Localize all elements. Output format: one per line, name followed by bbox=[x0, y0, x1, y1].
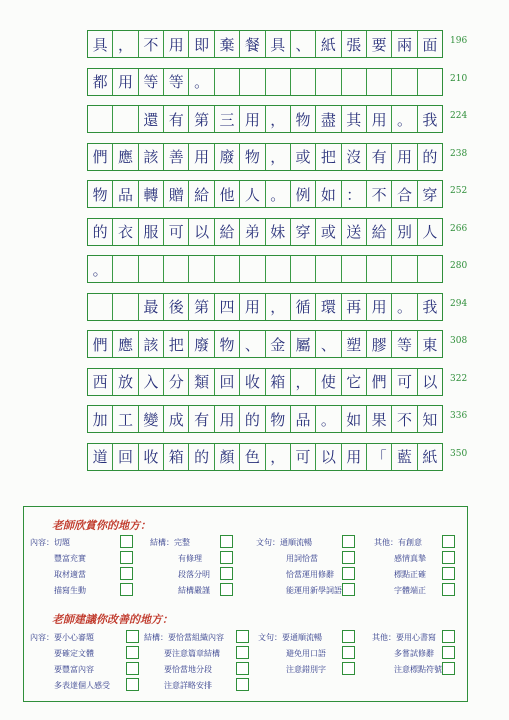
grid-cell: 後 bbox=[164, 294, 189, 320]
grid-cell: 他 bbox=[215, 181, 240, 207]
grid-row bbox=[87, 30, 443, 58]
grid-cell bbox=[266, 69, 291, 95]
grid-cell: 。 bbox=[392, 106, 417, 132]
comment-checkbox[interactable] bbox=[120, 567, 133, 580]
grid-row bbox=[87, 368, 443, 396]
grid-cell: 弟 bbox=[240, 219, 265, 245]
grid-cell: 廢 bbox=[189, 331, 214, 357]
grid-cell: 用 bbox=[392, 144, 417, 170]
grid-cell: 善 bbox=[164, 144, 189, 170]
grid-cell bbox=[291, 69, 316, 95]
grid-row bbox=[87, 443, 443, 471]
grid-cell: 應 bbox=[113, 144, 138, 170]
grid-cell: 人 bbox=[240, 181, 265, 207]
grid-cell: 金 bbox=[266, 331, 291, 357]
grid-cell: 們 bbox=[367, 369, 392, 395]
grid-row bbox=[87, 180, 443, 208]
grid-cell: 它 bbox=[342, 369, 367, 395]
grid-cell: 有 bbox=[164, 106, 189, 132]
grid-cell: 東 bbox=[422, 335, 438, 354]
comment-item-label: 其他：要用心書寫 bbox=[372, 633, 436, 642]
grid-cell bbox=[113, 294, 138, 320]
grid-cell: 具 bbox=[266, 31, 291, 57]
grid-cell bbox=[266, 256, 291, 282]
grid-cell: 以 bbox=[316, 444, 341, 470]
teacher-comment-box bbox=[23, 506, 468, 702]
grid-cell: 妹 bbox=[266, 219, 291, 245]
grid-cell bbox=[316, 256, 341, 282]
grid-cell: 藍 bbox=[392, 444, 417, 470]
grid-cell bbox=[215, 69, 240, 95]
comment-item-label: 要注意篇章結構 bbox=[164, 649, 220, 658]
comment-item-label: 要確定文體 bbox=[54, 649, 94, 658]
grid-cell bbox=[418, 256, 442, 282]
grid-row bbox=[87, 405, 443, 433]
comment-item-label: 描寫生動 bbox=[54, 586, 86, 595]
grid-cell: 用 bbox=[189, 144, 214, 170]
comment-checkbox[interactable] bbox=[342, 535, 355, 548]
row-character-count: 308 bbox=[450, 336, 468, 346]
grid-cell: 以 bbox=[422, 373, 438, 391]
grid-cell: 還 bbox=[139, 106, 164, 132]
comment-item-label: 要豐富內容 bbox=[54, 665, 94, 674]
grid-cell bbox=[291, 256, 316, 282]
comment-checkbox[interactable] bbox=[236, 646, 249, 659]
grid-cell: 屬 bbox=[291, 331, 316, 357]
comment-item-label: 用詞恰當 bbox=[286, 554, 318, 563]
grid-cell bbox=[113, 106, 138, 132]
grid-cell: 不 bbox=[139, 31, 164, 57]
grid-row bbox=[87, 330, 443, 358]
row-character-count: 224 bbox=[450, 111, 468, 121]
grid-row bbox=[87, 218, 443, 246]
comment-item-label: 注意錯別字 bbox=[286, 665, 326, 674]
row-character-count: 238 bbox=[450, 148, 468, 159]
grid-cell: 再 bbox=[342, 294, 367, 320]
comment-checkbox[interactable] bbox=[220, 551, 233, 564]
grid-cell: 分 bbox=[164, 369, 189, 395]
comment-checkbox[interactable] bbox=[342, 630, 355, 643]
grid-cell: 衣 bbox=[113, 219, 138, 245]
comment-checkbox[interactable] bbox=[236, 662, 249, 675]
grid-cell: 或 bbox=[291, 144, 316, 170]
grid-cell: 送 bbox=[342, 219, 367, 245]
grid-cell: 知 bbox=[422, 410, 438, 429]
comment-checkbox[interactable] bbox=[442, 567, 455, 580]
grid-row bbox=[87, 255, 443, 283]
grid-cell bbox=[367, 256, 392, 282]
grid-row bbox=[87, 293, 443, 321]
grid-row bbox=[87, 143, 443, 171]
grid-cell bbox=[215, 256, 240, 282]
grid-cell: 穿 bbox=[422, 185, 438, 204]
comment-checkbox[interactable] bbox=[342, 551, 355, 564]
grid-cell: 。 bbox=[316, 406, 341, 432]
grid-cell: ： bbox=[342, 181, 367, 207]
comment-item-label: 字體端正 bbox=[394, 586, 426, 595]
grid-cell: 們 bbox=[88, 331, 113, 357]
grid-cell bbox=[189, 256, 214, 282]
grid-cell: 等 bbox=[139, 69, 164, 95]
grid-cell bbox=[418, 69, 442, 95]
comment-checkbox[interactable] bbox=[120, 583, 133, 596]
grid-cell: 要 bbox=[367, 31, 392, 57]
grid-cell: 有 bbox=[367, 144, 392, 170]
comment-checkbox[interactable] bbox=[442, 535, 455, 548]
comment-checkbox[interactable] bbox=[342, 583, 355, 596]
grid-cell: 的 bbox=[422, 148, 438, 166]
grid-cell: 變 bbox=[139, 406, 164, 432]
grid-cell: 用 bbox=[240, 106, 265, 132]
grid-cell: 環 bbox=[316, 294, 341, 320]
comment-checkbox[interactable] bbox=[220, 535, 233, 548]
grid-cell bbox=[392, 256, 417, 282]
comment-item-label: 注意詳略安排 bbox=[164, 681, 212, 690]
grid-cell: 給 bbox=[215, 219, 240, 245]
grid-cell: 、 bbox=[240, 331, 265, 357]
grid-row bbox=[87, 105, 443, 133]
grid-cell: 如 bbox=[316, 181, 341, 207]
grid-cell bbox=[164, 256, 189, 282]
comment-checkbox[interactable] bbox=[236, 678, 249, 691]
grid-cell: 收 bbox=[139, 444, 164, 470]
row-character-count: 336 bbox=[450, 411, 468, 421]
grid-cell: 膠 bbox=[367, 331, 392, 357]
comment-item-label: 文句：通順流暢 bbox=[256, 538, 312, 547]
grid-cell: 轉 bbox=[139, 181, 164, 207]
grid-cell: 用 bbox=[215, 406, 240, 432]
grid-cell bbox=[392, 69, 417, 95]
grid-cell: 們 bbox=[88, 144, 113, 170]
grid-cell: 。 bbox=[189, 69, 214, 95]
grid-cell: ， bbox=[266, 144, 291, 170]
comment-checkbox[interactable] bbox=[442, 662, 455, 675]
comment-item-label: 感情真摯 bbox=[394, 554, 426, 563]
row-character-count: 210 bbox=[450, 73, 468, 84]
comment-checkbox[interactable] bbox=[442, 551, 455, 564]
grid-cell: 給 bbox=[367, 219, 392, 245]
grid-cell: 合 bbox=[392, 181, 417, 207]
grid-cell: 或 bbox=[316, 219, 341, 245]
grid-cell: 物 bbox=[291, 106, 316, 132]
comment-item-label: 段落分明 bbox=[178, 570, 210, 579]
grid-cell bbox=[113, 256, 138, 282]
grid-cell bbox=[88, 106, 113, 132]
grid-cell: 我 bbox=[422, 110, 438, 129]
grid-cell: 該 bbox=[139, 144, 164, 170]
grid-cell: ， bbox=[266, 106, 291, 132]
comment-item-label: 取材適當 bbox=[54, 570, 86, 579]
grid-cell: 有 bbox=[189, 406, 214, 432]
comment-item-label: 注意標點符號 bbox=[394, 665, 442, 674]
comment-item-label: 其他：有創意 bbox=[374, 538, 422, 547]
grid-cell bbox=[342, 69, 367, 95]
grid-cell: 回 bbox=[113, 444, 138, 470]
comment-checkbox[interactable] bbox=[442, 630, 455, 643]
grid-cell: 都 bbox=[88, 69, 113, 95]
comment-item-label: 避免用口語 bbox=[286, 649, 326, 658]
grid-cell: 第 bbox=[189, 106, 214, 132]
grid-cell: 把 bbox=[316, 144, 341, 170]
grid-cell: ， bbox=[291, 369, 316, 395]
grid-cell: 回 bbox=[215, 369, 240, 395]
grid-cell: 贈 bbox=[164, 181, 189, 207]
comment-item-label: 豐富充實 bbox=[54, 554, 86, 563]
comment-item-label: 內容：要小心審題 bbox=[30, 633, 94, 642]
grid-cell: 用 bbox=[367, 294, 392, 320]
grid-cell: 沒 bbox=[342, 144, 367, 170]
row-character-count: 294 bbox=[450, 298, 468, 309]
grid-cell: 我 bbox=[422, 298, 438, 316]
grid-cell: 類 bbox=[189, 369, 214, 395]
row-character-count: 280 bbox=[450, 261, 468, 271]
grid-cell: 別 bbox=[392, 219, 417, 245]
grid-cell bbox=[342, 256, 367, 282]
grid-cell bbox=[316, 69, 341, 95]
grid-cell: 如 bbox=[342, 406, 367, 432]
grid-cell: 可 bbox=[291, 444, 316, 470]
row-character-count: 322 bbox=[450, 373, 468, 384]
grid-cell: 三 bbox=[215, 106, 240, 132]
comment-checkbox[interactable] bbox=[236, 630, 249, 643]
grid-cell: 色 bbox=[240, 444, 265, 470]
grid-cell: 物 bbox=[215, 331, 240, 357]
grid-cell: 兩 bbox=[392, 31, 417, 57]
row-character-count: 350 bbox=[450, 448, 468, 459]
comment-item-label: 要恰當地分段 bbox=[164, 665, 212, 674]
grid-cell: 。 bbox=[392, 294, 417, 320]
grid-cell: ， bbox=[266, 444, 291, 470]
grid-cell bbox=[88, 294, 113, 320]
grid-cell: 道 bbox=[88, 444, 113, 470]
grid-cell: 用 bbox=[240, 294, 265, 320]
grid-cell: 、 bbox=[291, 31, 316, 57]
grid-cell: 顏 bbox=[215, 444, 240, 470]
comment-checkbox[interactable] bbox=[126, 662, 139, 675]
grid-cell: 給 bbox=[189, 181, 214, 207]
comment-checkbox[interactable] bbox=[126, 646, 139, 659]
grid-cell: 用 bbox=[164, 31, 189, 57]
grid-cell: 用 bbox=[342, 444, 367, 470]
comment-checkbox[interactable] bbox=[220, 567, 233, 580]
grid-cell: 用 bbox=[113, 69, 138, 95]
comment-checkbox[interactable] bbox=[120, 551, 133, 564]
grid-cell: 餐 bbox=[240, 31, 265, 57]
grid-cell: 循 bbox=[291, 294, 316, 320]
comment-item-label: 內容：切題 bbox=[30, 538, 70, 547]
grid-cell: 。 bbox=[88, 256, 113, 282]
grid-cell: 可 bbox=[164, 219, 189, 245]
grid-cell: 工 bbox=[113, 406, 138, 432]
comment-checkbox[interactable] bbox=[120, 535, 133, 548]
grid-cell: 面 bbox=[422, 35, 438, 54]
grid-cell: 品 bbox=[291, 406, 316, 432]
grid-cell: 的 bbox=[189, 444, 214, 470]
grid-cell: 棄 bbox=[215, 31, 240, 57]
grid-row bbox=[87, 68, 443, 96]
grid-cell: 物 bbox=[266, 406, 291, 432]
grid-cell: ， bbox=[266, 294, 291, 320]
comment-item-label: 恰當運用修辭 bbox=[286, 570, 334, 579]
comment-item-label: 多表達個人感受 bbox=[54, 681, 110, 690]
grid-cell: 例 bbox=[291, 181, 316, 207]
grid-cell: 人 bbox=[422, 223, 438, 241]
comment-checkbox[interactable] bbox=[342, 662, 355, 675]
grid-cell: 紙 bbox=[422, 448, 438, 466]
row-character-count: 252 bbox=[450, 186, 468, 196]
grid-cell: 不 bbox=[367, 181, 392, 207]
grid-cell: 入 bbox=[139, 369, 164, 395]
grid-cell: 可 bbox=[392, 369, 417, 395]
grid-cell: 最 bbox=[139, 294, 164, 320]
grid-cell: 用 bbox=[367, 106, 392, 132]
comment-item-label: 標點正確 bbox=[394, 570, 426, 579]
comment-item-label: 結構嚴謹 bbox=[178, 586, 210, 595]
grid-cell: 張 bbox=[342, 31, 367, 57]
grid-cell: 的 bbox=[88, 219, 113, 245]
grid-cell: 。 bbox=[266, 181, 291, 207]
grid-cell: 等 bbox=[392, 331, 417, 357]
grid-cell: 具 bbox=[88, 31, 113, 57]
comment-checkbox[interactable] bbox=[442, 583, 455, 596]
grid-cell bbox=[240, 256, 265, 282]
grid-cell: 西 bbox=[88, 369, 113, 395]
grid-cell: 盡 bbox=[316, 106, 341, 132]
comment-checkbox[interactable] bbox=[126, 678, 139, 691]
grid-cell: 紙 bbox=[316, 31, 341, 57]
grid-cell: ， bbox=[113, 31, 138, 57]
grid-cell: 收 bbox=[240, 369, 265, 395]
grid-cell: 使 bbox=[316, 369, 341, 395]
grid-cell: 以 bbox=[189, 219, 214, 245]
grid-cell: 物 bbox=[88, 181, 113, 207]
grid-cell: 品 bbox=[113, 181, 138, 207]
grid-cell bbox=[240, 69, 265, 95]
grid-cell bbox=[139, 256, 164, 282]
comment-item-label: 文句：要通順流暢 bbox=[258, 633, 322, 642]
comment-item-label: 結構：完整 bbox=[150, 538, 190, 547]
grid-cell: 果 bbox=[367, 406, 392, 432]
grid-cell: 廢 bbox=[215, 144, 240, 170]
improve-title: 老師建議你改善的地方： bbox=[52, 613, 173, 626]
comment-checkbox[interactable] bbox=[220, 583, 233, 596]
grid-cell: 加 bbox=[88, 406, 113, 432]
grid-cell: 箱 bbox=[266, 369, 291, 395]
grid-cell: 應 bbox=[113, 331, 138, 357]
grid-cell: 的 bbox=[240, 406, 265, 432]
grid-cell: 、 bbox=[316, 331, 341, 357]
comment-item-label: 結構：要恰當組織內容 bbox=[144, 633, 224, 642]
comment-checkbox[interactable] bbox=[342, 567, 355, 580]
grid-cell: 服 bbox=[139, 219, 164, 245]
grid-cell: 該 bbox=[139, 331, 164, 357]
comment-checkbox[interactable] bbox=[442, 646, 455, 659]
grid-cell: 成 bbox=[164, 406, 189, 432]
row-character-count: 266 bbox=[450, 223, 468, 234]
grid-cell: 四 bbox=[215, 294, 240, 320]
grid-cell: 物 bbox=[240, 144, 265, 170]
grid-cell: 穿 bbox=[291, 219, 316, 245]
grid-cell: 不 bbox=[392, 406, 417, 432]
grid-cell: 其 bbox=[342, 106, 367, 132]
comment-item-label: 能運用新學詞語 bbox=[286, 586, 342, 595]
grid-cell: 箱 bbox=[164, 444, 189, 470]
grid-cell bbox=[367, 69, 392, 95]
praise-title: 老師欣賞你的地方： bbox=[52, 519, 151, 532]
row-character-count: 196 bbox=[450, 36, 468, 46]
comment-checkbox[interactable] bbox=[126, 630, 139, 643]
grid-cell: 放 bbox=[113, 369, 138, 395]
grid-cell: 塑 bbox=[342, 331, 367, 357]
grid-cell: 第 bbox=[189, 294, 214, 320]
grid-cell: 即 bbox=[189, 31, 214, 57]
grid-cell: 把 bbox=[164, 331, 189, 357]
grid-cell: 「 bbox=[367, 444, 392, 470]
comment-item-label: 多嘗試修辭 bbox=[394, 649, 434, 658]
comment-item-label: 有條理 bbox=[178, 554, 202, 563]
comment-checkbox[interactable] bbox=[342, 646, 355, 659]
grid-cell: 等 bbox=[164, 69, 189, 95]
